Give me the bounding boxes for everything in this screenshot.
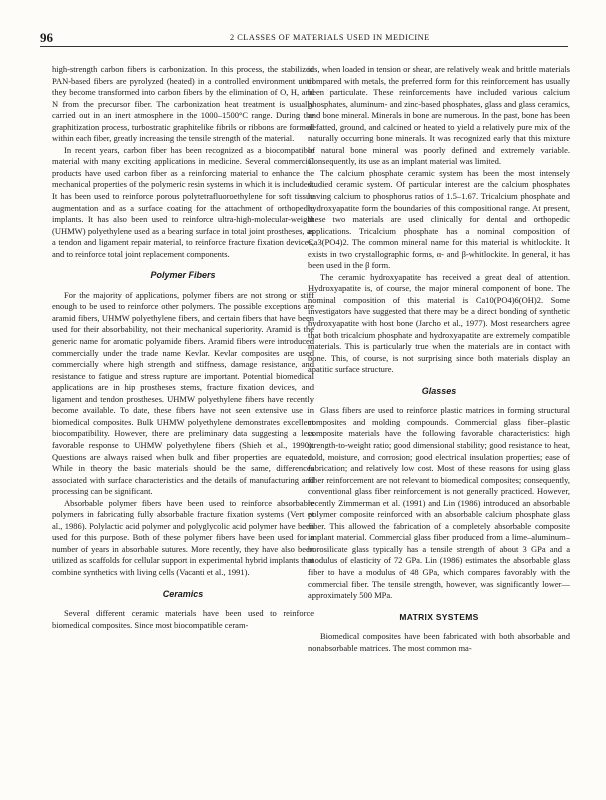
paragraph: In recent years, carbon fiber has been recognized as a biocompatible material with many exciting applications in medicine. Several commercial products have used carbon fiber as a reinforcing material to enhance the mechanical properties of the polymeric resin systems in which it is included. It has been used to reinforce porous polytetrafluoroethylene for soft tissue augmentation and as a surface coating for the attachment of orthopedic implants. It has also been used to reinforce ultra-high-molecular-weight (UHMW) polyethylene used as a bearing surface in total joint prostheses, as a tendon and ligament repair material, to reinforce fracture fixation devices, and to reinforce total joint replacement components. [52,144,314,259]
left-column [52,64,314,784]
page-number: 96 [40,30,53,45]
paragraph: high-strength carbon fibers is carbonization. In this process, the stabilized PAN-based fibers are pyrolyzed (heated) in a controlled environment until they become transformed into carbon fibers by the elimination of O, H, and N from the precursor fiber. The carbonization heat treatment is usually carried out in an inert atmosphere in the 1000–1500°C range. During the graphitization process, turbostratic graphitelike fibrils or ribbons are formed within each fiber, greatly increasing the tensile strength of the material. [52,64,314,144]
section-heading-matrix-systems: MATRIX SYSTEMS [399,611,479,622]
paragraph: Biomedical composites have been fabricated with both absorbable and nonabsorbable matrices. The most common ma- [308,631,570,653]
section-heading-ceramics: Ceramics [162,588,204,599]
section-heading-polymer-fibers: Polymer Fibers [150,270,216,281]
paragraph: ics, when loaded in tension or shear, are relatively weak and brittle materials compared with metals, the preferred form for this reinforcement has usually been particulate. These reinforcements have included various calcium phosphates, aluminum- and zinc-based phosphates, glass and glass ceramics, and bone mineral. Minerals in bone are numerous. In the past, bone has been defatted, ground, and calcined or heated to yield a relatively pure mix of the naturally occurring bone minerals. It was recognized early that this mixture of natural bone mineral was poorly defined and extremely variable. Consequently, its use as an implant material was limited. [308,64,570,167]
paragraph: The ceramic hydroxyapatite has received a great deal of attention. Hydroxyapatite is, of course, the major mineral component of bone. The nominal composition of this material is Ca10(PO4)6(OH)2. Some investigators have suggested that there may be a direct bonding of synthetic hydroxyapatite with host bone (Jarcho et al., 1977). Most researchers agree that both tricalcium phosphate and hydroxyapatite are extremely compatible materials. This is particularly true when the materials are in contact with bone. This, of course, is not surprising since both materials display an apatitic surface structure. [308,271,570,375]
right-column [308,64,570,784]
paragraph: Absorbable polymer fibers have been used to reinforce absorbable polymers in fabricating fully absorbable fracture fixation systems (Vert et al., 1986). Polylactic acid polymer and polyglycolic acid polymer have been used for this purpose. Both of these polymer fibers have been used for a number of years in absorbable sutures. More recently, they have also been utilized as scaffolds for cellular support in experimental hybrid implants that combine synthetics with living cells (Vacanti et al., 1991). [52,497,314,577]
section-heading-glasses: Glasses [421,385,457,396]
paragraph: The calcium phosphate ceramic system has been the most intensely studied ceramic system. Of particular interest are the calcium phosphates having calcium to phosphorus ratios of 1.5–1.67. Tricalcium phosphate and hydroxyapatite form the boundaries of this compositional range. At present, these two materials are used clinically for dental and orthopedic applications. Tricalcium phosphate has a nominal composition of Ca3(PO4)2. The common mineral name for this material is whitlockite. It exists in two crystallographic forms, α- and β-whitlockite. In general, it has been used in the β form. [308,167,570,271]
page-header [40,30,568,47]
paragraph: For the majority of applications, polymer fibers are not strong or stiff enough to be used to reinforce other polymers. The possible exceptions are aramid fibers, UHMW polyethylene fibers, and certain fibers that have been used for their absorbability, not their mechanical superiority. Aramid is the generic name for aromatic polyamide fibers. Aramid fibers were introduced commercially under the trade name Kevlar. Kevlar composites are used commercially where high strength and stiffness, damage resistance, and resistance to fatigue and stress rupture are important. Potential biomedical applications are in hip prostheses stems, fracture fixation devices, and ligament and tendon prostheses. UHMW polyethylene fibers have recently become available. To date, these fibers have not seen extensive use in biomedical composites. Bulk UHMW polyethylene demonstrates excellent biocompatibility. However, there are preliminary data suggesting a less favorable response to UHMW polyethylene fibers (Shieh et al., 1990). Questions are always raised when bulk and fiber properties are equated. While in theory the basic materials should be the same, differences associated with surface characteristics and the details of manufacturing and processing can be significant. [52,289,314,497]
running-head: 2 CLASSES OF MATERIALS USED IN MEDICINE [230,33,430,42]
paragraph: Several different ceramic materials have been used to reinforce biomedical composites. Since most biocompatible ceram- [52,608,314,630]
paragraph: Glass fibers are used to reinforce plastic matrices in forming structural composites and molding compounds. Commercial glass fiber–plastic composite materials have the following favorable characteristics: high strength-to-weight ratio; good dimensional stability; good resistance to heat, cold, moisture, and corrosion; good electrical insulation properties; ease of fabrication; and relatively low cost. Most of these reasons for using glass fiber reinforcement are not relevant to biomedical composites; consequently, conventional glass fiber reinforcement is not generally practiced. However, recently Zimmerman et al. (1991) and Lin (1986) introduced an absorbable polymer composite reinforced with an absorbable calcium phosphate glass fiber. This allowed the fabrication of a completely absorbable composite implant material. Commercial glass fiber produced from a lime–aluminum–borosilicate glass typically has a tensile strength of about 3 GPa and a modulus of elasticity of 72 GPa. Lin (1986) estimates the absorbable glass fiber to have a modulus of 48 GPa, which compares favorably with the commercial fiber. The tensile strength, however, was significantly lower—approximately 500 MPa. [308,405,570,601]
